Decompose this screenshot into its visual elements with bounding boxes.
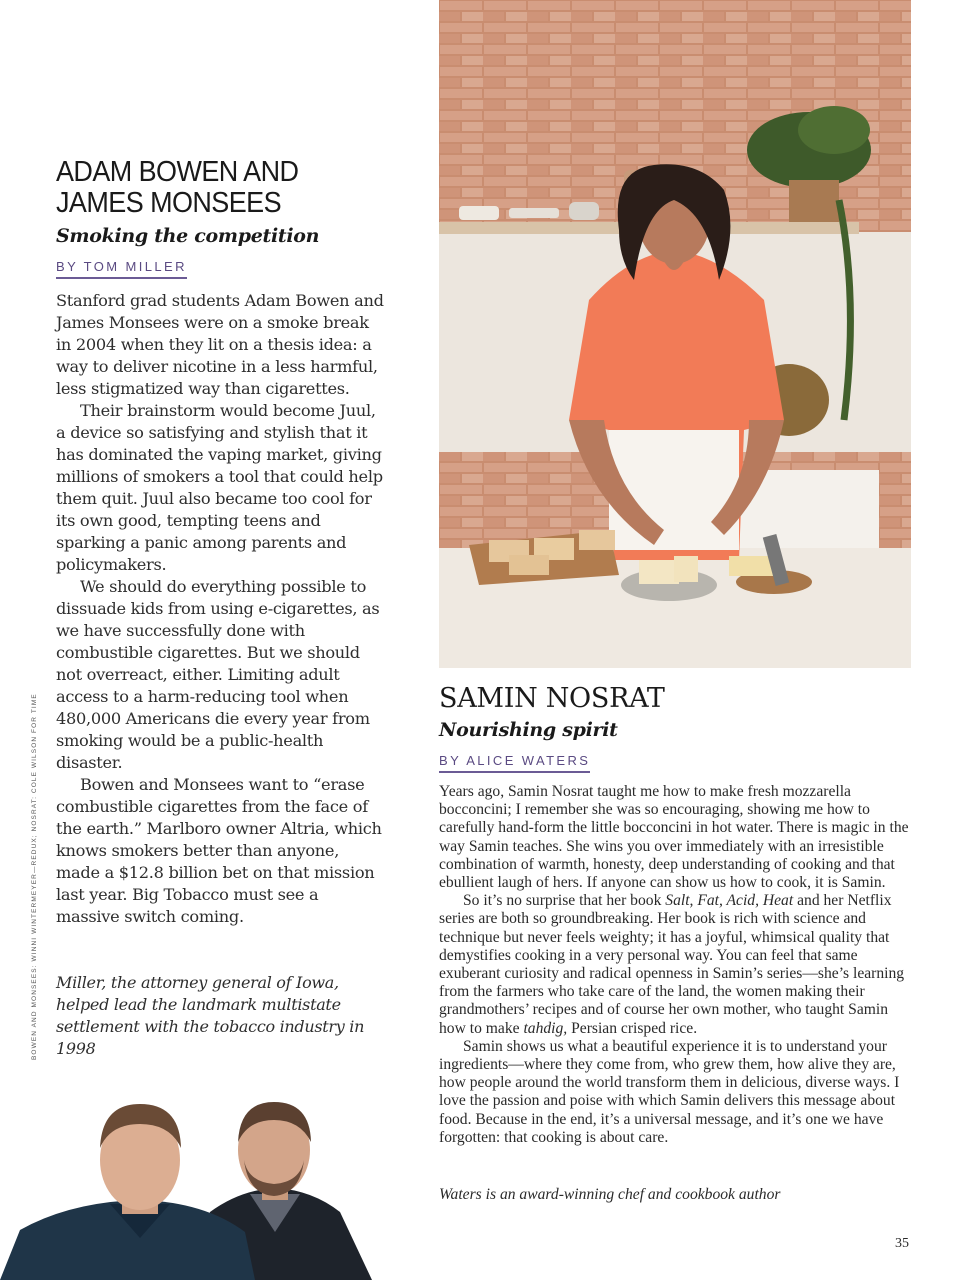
left-author-note: Miller, the attorney general of Iowa, helped lead the landmark multistate settlement with the tobacco industry in 1998 [56, 973, 365, 1058]
left-paragraph: Stanford grad students Adam Bowen and James Monsees were on a smoke break in 2004 when they lit on a thesis idea: a way to deliver nicotine in a less harmful, less stigmatized way than cigarettes. [56, 291, 384, 398]
dish-name: tahdig, [523, 1019, 568, 1037]
left-article-title [56, 157, 372, 219]
right-article-dek: Nourishing spirit [439, 719, 618, 741]
left-title-line-2: JAMES MONSEES [56, 187, 282, 219]
right-article-title: SAMIN NOSRAT [439, 683, 665, 714]
right-article-body [439, 783, 909, 1147]
bowen-figure [0, 1104, 255, 1280]
right-author-note: Waters is an award-winning chef and cookbook author [439, 1186, 781, 1203]
right-paragraph [439, 892, 909, 1038]
right-paragraph-text: So it’s no surprise that her book [463, 892, 666, 910]
photo-credit: BOWEN AND MONSEES: WINNI WINTERMEYER—REDUX; NOSRAT: COLE WILSON FOR TIME [31, 693, 38, 1060]
right-paragraph: Years ago, Samin Nosrat taught me how to make fresh mozzarella bocconcini; I remember she was so encouraging, showing me how to carefully hand-form the little bocconcini in hot water. There is magic in the way Samin teaches. She wins you over immediately with an irresistible combination of warmth, honesty, deep understanding of cooking and that ebullient laugh of hers. If anyone can show us how to cook, it is Samin. [439, 783, 909, 892]
left-title-line-1: ADAM BOWEN AND [56, 156, 299, 188]
samin-nosrat-photo [439, 0, 911, 668]
right-paragraph-text: Persian crisped rice. [567, 1019, 698, 1037]
left-article-body [56, 290, 386, 928]
left-article-dek: Smoking the competition [56, 225, 320, 247]
book-title: Salt, Fat, Acid, Heat [665, 892, 794, 910]
left-paragraph: Their brainstorm would become Juul, a device so satisfying and stylish that it has dominated the vaping market, giving millions of smokers a tool that could help them quit. Juul also became too cool for its own good, tempting teens and sparking a panic among parents and policymakers. [56, 401, 383, 574]
left-paragraph: Bowen and Monsees want to “erase combustible cigarettes from the face of the earth.” Marlboro owner Altria, which knows smokers better than anyone, made a $12.8 billion bet on that mission last year. Big Tobacco must see a massive switch coming. [56, 775, 382, 926]
left-paragraph: We should do everything possible to dissuade kids from using e-cigarettes, as we have successfully done with combustible cigarettes. But we should not overreact, either. Limiting adult access to a harm-reducing tool when 480,000 Americans die every year from smoking would be a public-health disaster. [56, 577, 380, 772]
left-article-byline: BY TOM MILLER [56, 259, 187, 279]
bowen-monsees-portrait [0, 1062, 380, 1280]
right-paragraph-text: and her Netflix series are both so groundbreaking. Her book is rich with science and technique but never feels weighty; it has a joyful, whimsical quality that demystifies cooking in a very personal way. You can feel that same exuberant curiosity and radical openness in Samin’s series—she’s learning from the farmers who take care of the land, the women making their grandmothers’ recipes and of course her own mother, who taught Samin how to make [439, 892, 905, 1037]
right-article-byline: BY ALICE WATERS [439, 753, 590, 773]
page-number: 35 [895, 1236, 909, 1251]
right-paragraph: Samin shows us what a beautiful experience it is to understand your ingredients—where they come from, who grew them, how alive they are, how people around the world transform them in delicious, diverse ways. I love the passion and poise with which Samin delivers this message about food. Because in the end, it’s a universal message, and it’s one we have forgotten: that cooking is about care. [439, 1037, 900, 1146]
